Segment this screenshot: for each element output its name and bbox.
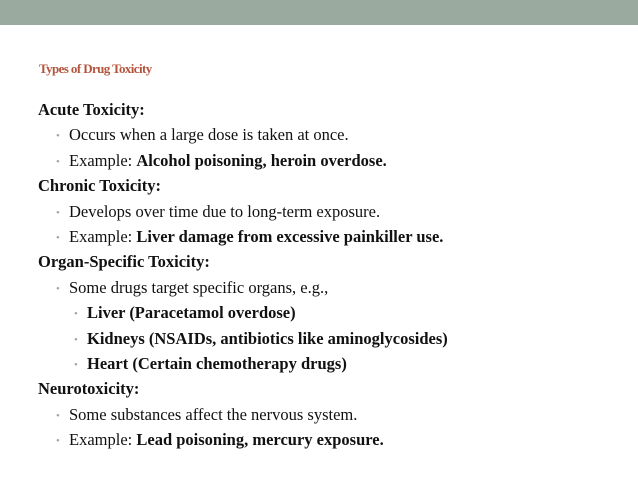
- sub-bullet-text: Liver (Paracetamol overdose): [87, 303, 296, 323]
- section-heading-chronic: Chronic Toxicity:: [38, 176, 162, 196]
- bullet-label: Example:: [69, 150, 137, 170]
- slide-content: [38, 97, 628, 452]
- bullet-icon: •: [56, 206, 60, 219]
- sub-bullet-item: [38, 326, 628, 351]
- bullet-icon: •: [56, 231, 60, 244]
- bullet-icon: •: [56, 409, 60, 422]
- bullet-icon: •: [56, 130, 60, 143]
- bullet-text: Occurs when a large dose is taken at once.: [69, 125, 349, 145]
- bullet-item: [38, 199, 628, 224]
- bullet-icon: •: [74, 333, 78, 346]
- bullet-text: Some drugs target specific organs, e.g.,: [69, 277, 329, 297]
- sub-bullet-text: Kidneys (NSAIDs, antibiotics like aminoglycosides): [87, 328, 448, 348]
- bullet-item: [38, 427, 628, 452]
- bullet-text: Develops over time due to long-term exposure.: [69, 201, 381, 221]
- bullet-item: [38, 148, 628, 173]
- top-accent-bar: [0, 0, 638, 25]
- bullet-example: Lead poisoning, mercury exposure.: [136, 430, 384, 450]
- bullet-icon: •: [74, 308, 78, 321]
- section-heading-neuro: Neurotoxicity:: [38, 379, 140, 399]
- bullet-example: Liver damage from excessive painkiller use.: [136, 226, 444, 246]
- bullet-icon: •: [56, 155, 60, 168]
- bullet-example: Alcohol poisoning, heroin overdose.: [136, 150, 387, 170]
- sub-bullet-item: [38, 300, 628, 325]
- bullet-item: [38, 402, 628, 427]
- bullet-label: Example:: [69, 226, 137, 246]
- sub-bullet-item: [38, 351, 628, 376]
- slide-title: Types of Drug Toxicity: [39, 61, 152, 76]
- bullet-label: Example:: [69, 430, 137, 450]
- bullet-item: [38, 275, 628, 300]
- sub-bullet-text: Heart (Certain chemotherapy drugs): [87, 353, 347, 373]
- bullet-item: [38, 122, 628, 147]
- section-heading-acute: Acute Toxicity:: [38, 100, 145, 119]
- bullet-icon: •: [56, 282, 60, 295]
- bullet-icon: •: [56, 435, 60, 448]
- bullet-icon: •: [74, 358, 78, 371]
- bullet-item: [38, 224, 628, 249]
- bullet-text: Some substances affect the nervous system.: [69, 404, 358, 424]
- section-heading-organ: Organ-Specific Toxicity:: [38, 252, 210, 272]
